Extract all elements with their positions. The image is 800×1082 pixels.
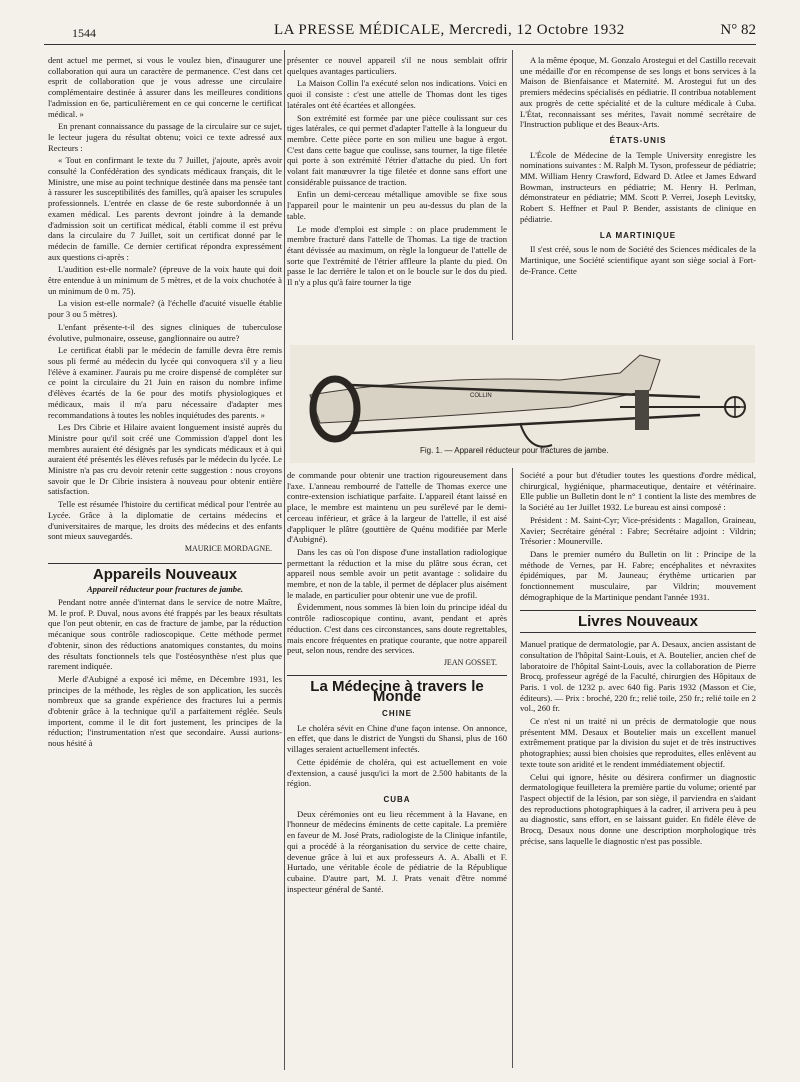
lower3-paragraph: Ce n'est ni un traité ni un précis de dermatologie que nous présentent MM. Desaux et Boutelier mais un excellent manuel extrêmement pratique par la division du sujet et de très instructives photographies; aussi bien choisies que reproduites, elles enlèvent au texte toute son aridité et le rendent immédiatement objectif. — [520, 716, 756, 769]
lower3-paragraph: Dans le premier numéro du Bulletin on lit : Principe de la méthode de Vernes, par H. Fabre; encéphalites et névraxites épidémiques, par M. Jauneau; érythème urticarien par fonctionnement musculaire, par Vildrin; mouvement démographique de la Martinique pendant l'année 1931. — [520, 548, 756, 602]
col3-paragraph: L'École de Médecine de la Temple University enregistre les nominations suivantes : M. Ralph M. Tyson, professeur de pédiatrie; MM. William Henry Crawford, Edward D. Atlee et James Edward Bowman, instructeurs en pédiatrie; M. Henry H. Perlman, démonstrateur en pédiatrie; MM. Scott P. Verrei, Joseph Levitsky, Robert S. Heffner et Paul P. Bender, assistants de clinique en pédiatrie. — [520, 149, 756, 224]
column-rule-1 — [284, 50, 285, 1070]
col1-paragraph: En prenant connaissance du passage de la circulaire sur ce sujet, le lecteur jugera du résultat obtenu; voici ce texte adressé aux Recteurs : — [48, 121, 282, 153]
author-signature: MAURICE MORDAGNE. — [184, 543, 272, 553]
col1-paragraph: Les Drs Cibrie et Hilaire avaient longuement insisté auprès du Ministre pour qu'il soit créé une Commission d'appel dont les membres auraient été désignés par les syndicats médicaux et à qui auraient été présentés les élèves refusés par le médecin du lycée. Le Ministre n'a pas cru devoir retenir cette suggestion : nous croyons savoir que le Dr Cibrie insistera à nouveau pour obtenir entière satisfaction. — [48, 422, 282, 497]
section-etats-unis: ÉTATS-UNIS — [609, 135, 667, 145]
section-chine: CHINE — [382, 709, 412, 719]
col1-paragraph: Telle est résumée l'histoire du certificat médical pour l'entrée au Lycée. Grâce à la diplomatie de certains médecins et d'universitaires de marque, les droits des médecins et des enfants sont mieux sauvegardés. — [48, 499, 282, 542]
col3-paragraph: Il s'est créé, sous le nom de Société des Sciences médicales de la Martinique, une Société scientifique ayant son siège social à Fort-de-France. Cette — [520, 244, 756, 276]
lower2-paragraph: Cette épidémie de choléra, qui est actuellement en voie d'extension, a causé jusqu'ici la mort de 2.500 habitants de la région. — [287, 756, 507, 789]
column-3-lower — [520, 470, 756, 849]
col1-paragraph: dent actuel me permet, si vous le voulez bien, d'inaugurer une collaboration qui aura un caractère de permanence. C'est dans cet esprit de collaboration que je vous adresse une circulaire complémentaire destinée à assurer dans les meilleures conditions l'admission en 6e, particulièrement en ce qui concerne le certificat médical. » — [48, 55, 282, 119]
appareils-paragraph: Pendant notre année d'internat dans le service de notre Maître, M. le prof. P. Duval, nous avons été frappés par les beaux résultats que l'on peut obtenir, en cas de fracture de jambe, par la réduction mécanique sous contrôle radioscopique. Cette méthode permet d'obtenir, sinon des réductions anatomiques constantes, du moins des résultats fonctionnels tels que l'ostéosynthèse n'est plus que rarement indiquée. — [48, 597, 282, 672]
col3-paragraph: A la même époque, M. Gonzalo Arostegui et del Castillo recevait une médaille d'or en récompense de ses longs et bons services à la Maison de Bienfaisance et Maternité. M. Arostegui fut un des premiers médecins spécialisés en pédiatrie. Il contribua notablement aux progrès de cette spécialité et de la culture médicale à Cuba. L'État, reconnaissant ses mérites, l'avait nommé secrétaire de l'Instruction publique et des Beaux-Arts. — [520, 55, 756, 130]
lower3-paragraph: Celui qui ignore, hésite ou désirera confirmer un diagnostic dermatologique feuilletera la première partie du volume; orienté par l'aspect objectif de la lésion, par son siège, il parviendra en s'aidant des reproductions photographiques à la cadrer, il arrivera peu à peu au diagnostic, sans effort, en se laissant guider. En fidèle élève de Brocq, Desaux nous donne une description morphologique très précise, sans laquelle le diagnostic n'est pas possible. — [520, 771, 756, 846]
lower3-paragraph: Manuel pratique de dermatologie, par A. Desaux, ancien assistant de consultation de l'hôpital Saint-Louis, et A. Boutelier, ancien chef de laboratoire de l'hôpital Saint-Louis, avec la collaboration de Pierre Brocq, professeur agrégé de la Faculté, chirurgien des Hôpitaux de Paris. 1 vol. de 1232 p. avec 640 fig. Paris 1932 (Masson et Cie, éditeurs). — Prix : broché, 220 fr.; relié toile, 250 fr.; relié toile en 2 vol., 260 fr. — [520, 639, 756, 714]
appareils-paragraph: Merle d'Aubigné a exposé ici même, en Décembre 1931, les principes de la méthode, les règles de son application, les succès nombreux que sa grande expérience des fractures lui a permis d'obtenir grâce à la technique qu'il a parfaitement réglée. Seuls importent, comme il le dit fort justement, les principes de la réduction; l'instrumentation n'est que secondaire. Aussi aurions-nous hésité à — [48, 673, 282, 749]
section-martinique: LA MARTINIQUE — [599, 230, 677, 240]
section-title-appareils: Appareils Nouveaux — [92, 565, 238, 583]
lower2-paragraph: Dans les cas où l'on dispose d'une installation radiologique permettant la réduction et la mise du plâtre sous écran, cet appareil nous semble avoir un petit avantage : solidaire du membre, et non de la table, il permet de déplacer plus aisément le malade, en particulier pour obtenir une vue de profil. — [287, 546, 507, 600]
section-divider — [520, 632, 756, 633]
column-3-upper — [520, 55, 756, 278]
col2-paragraph: Enfin un demi-cerceau métallique amovible se fixe sous l'appareil pour le maintenir un peu au-dessus du plan de la table. — [287, 189, 507, 221]
journal-title: LA PRESSE MÉDICALE, Mercredi, 12 Octobre 1932 — [274, 22, 625, 38]
column-rule-2a — [512, 50, 513, 340]
col1-paragraph: L'audition est-elle normale? (épreuve de la voix haute qui doit être entendue à un minimum de 5 mètres, et de la voix chuchotée à un minimum de 0 m. 75). — [48, 264, 282, 296]
lower3-paragraph: Président : M. Saint-Cyr; Vice-présidents : Magallon, Graineau, Xavier; Secrétaire général : Fabre; Secrétaire adjoint : Vildrin; Trésorier : Mounerville. — [520, 514, 756, 547]
lower2-paragraph: Évidemment, nous sommes là bien loin du principe idéal du contrôle radioscopique continu, avant, pendant et après réduction. C'est dans ces circonstances, sans doute regrettables, mais encore fréquentes en pratique courante, que notre appareil peut, selon nous, rendre des services. — [287, 602, 507, 656]
lower2-paragraph: Le choléra sévit en Chine d'une façon intense. On annonce, en effet, que dans le district de Yungsti du Shansi, plus de 160 villages seraient actuellement infectés. — [287, 722, 507, 755]
figure-label: COLLIN — [470, 393, 492, 399]
column-1 — [48, 55, 282, 751]
col2-paragraph: Le mode d'emploi est simple : on place prudemment le membre fracturé dans l'attelle de Thomas. La tige de traction étant dévissée au maximum, on règle la longueur de l'attelle de sorte que l'extrémité de l'étrier affleure la plante du pied. On passe le lac derrière le talon et on le boucle sur le dos du pied. Il n'y a plus qu'à faire tourner la tige — [287, 223, 507, 288]
author-signature: JEAN GOSSET. — [443, 657, 497, 667]
page-header — [44, 20, 756, 45]
page-number: 1544 — [72, 26, 96, 40]
col1-paragraph: « Tout en confirmant le texte du 7 Juillet, j'ajoute, après avoir consulté la Confédération des syndicats médicaux français, dit le Ministre, une mise au point technique destinée dans ma pensée tant à rassurer les susceptibilités des familles, qu'à apaiser les scrupules professionnels. L'entrée en classe de 6e reste subordonnée à un examen médical. Les parents devront joindre à la demande d'admission soit un certificat médical, établi comme il est prévu dans la circulaire du 7 Juillet, soit un certificat donné par le médecin de famille. Ce dernier certificat répondra expressément aux questions ci-après : — [48, 155, 282, 262]
col2-paragraph: La Maison Collin l'a exécuté selon nos indications. Voici en quoi il consiste : c'est une attelle de Thomas dont les tiges latérales ont été écartées et allongées. — [287, 78, 507, 110]
col1-paragraph: Le certificat établi par le médecin de famille devra être remis sous pli fermé au médecin du lycée qui convoquera s'il y a lieu l'élève à examiner. J'aurais pu me croire dispensé de compléter sur ce point la circulaire du 21 Juin en raison du nombre infime d'élèves écartés de la 6e pour des motifs physiologiques et médicaux, mais il m'a paru nécessaire d'adapter mes recommandations à toutes les nobles inquiétudes des parents. » — [48, 345, 282, 420]
figure-caption: Fig. 1. — Appareil réducteur pour fractures de jambe. — [420, 446, 609, 455]
section-title-monde: La Médecine à travers le Monde — [310, 677, 484, 706]
col1-paragraph: L'enfant présente-t-il des signes cliniques de tuberculose évolutive, pulmonaire, osseuse, ganglionnaire ou autre? — [48, 321, 282, 343]
column-2-lower — [287, 470, 507, 896]
section-cuba: CUBA — [383, 794, 411, 804]
column-rule-2b — [512, 468, 513, 1068]
section-title-livres: Livres Nouveaux — [577, 613, 699, 631]
col2-paragraph: présenter ce nouvel appareil s'il ne nous semblait offrir quelques avantages particuliers. — [287, 55, 507, 76]
article-subtitle: Appareil réducteur pour fractures de jambe. — [86, 584, 244, 595]
section-divider — [287, 675, 507, 676]
col2-paragraph: Son extrémité est formée par une pièce coulissant sur ces tiges latérales, ce qui permet d'adapter l'attelle à la longueur du membre. Cette pièce porte en son milieu une bague à ergot. C'est dans cette bague que coulisse, sans tourner, la tige filetée qui porte à son extrémité l'étrier d'attache du pied. Un fort volant fait manœuvrer la tige filetée et donne sans effort une considérable puissance de traction. — [287, 112, 507, 187]
lower2-paragraph: de commande pour obtenir une traction rigoureusement dans l'axe. L'anneau rembourré de l'attelle de Thomas exerce une contre-extension ischiatique parfaite. L'appareil étant laissé en place, le membre est maintenu un peu surélevé par le demi-cerceau inférieur, et grâce à la largeur de l'attelle, il est aisé d'appliquer le plâtre (gouttière de Quénu modifiée par Merle d'Aubigné). — [287, 470, 507, 545]
section-divider — [48, 563, 282, 564]
lower3-paragraph: Société a pour but d'étudier toutes les questions d'ordre médical, chirurgical, hygiénique, pharmaceutique, dentaire et vétérinaire. Elle publie un Bulletin dont le n° 1 contient la liste des membres de la Société au 1er Juillet 1932. Le bureau est ainsi composé : — [520, 470, 756, 513]
column-2-upper — [287, 55, 507, 290]
issue-number: N° 82 — [720, 22, 756, 38]
section-divider — [520, 610, 756, 611]
col1-paragraph: La vision est-elle normale? (à l'échelle d'acuité visuelle établie pour 3 ou 5 mètres). — [48, 298, 282, 320]
lower2-paragraph: Deux cérémonies ont eu lieu récemment à la Havane, en l'honneur de médecins éminents de cette capitale. La première en faveur de M. José Prats, radiologiste de la Clinique infantile, qui a procédé à la réorganisation du service de cette chaire, devenue grâce à lui et aux professeurs A. A. Aballi et F. Hurtado, une véritable école de pédiatrie de la République cubaine. D'autre part, M. J. Prats venait d'être nommé inspecteur général de Santé. — [287, 808, 507, 894]
